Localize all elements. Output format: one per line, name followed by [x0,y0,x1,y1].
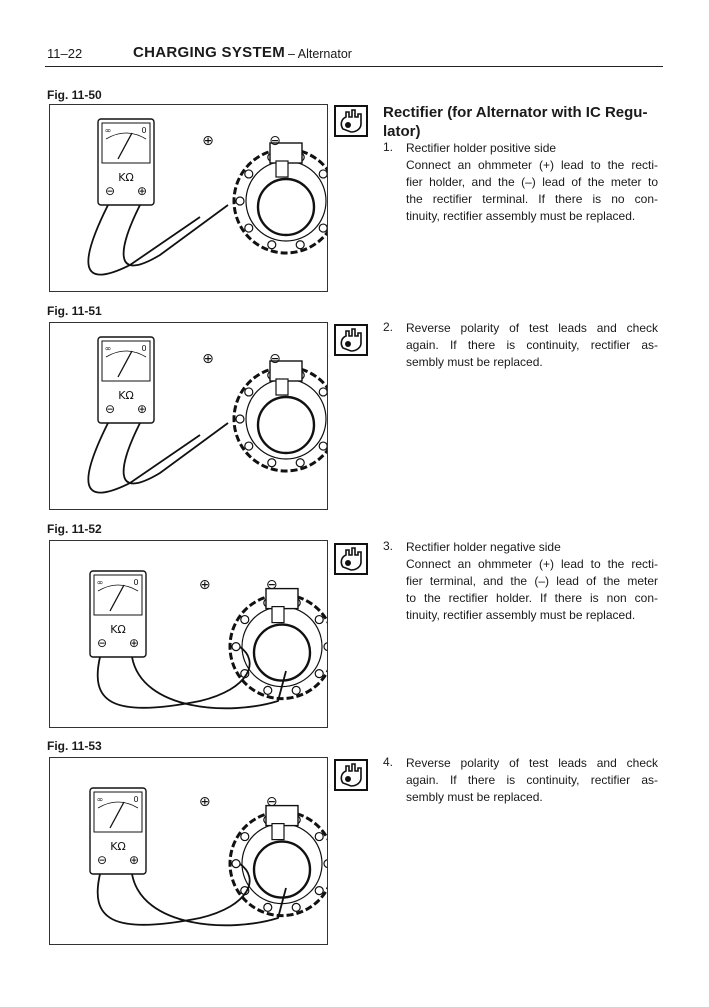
page-number: 11–22 [47,46,83,61]
figure-11-53 [49,757,328,945]
test-lead-positive [132,657,286,708]
scale-infinity-label: ∞ [104,126,112,135]
diode-terminal [324,643,327,651]
ohmmeter [98,337,154,423]
scale-zero-label: 0 [133,578,139,587]
test-lead-positive [124,205,228,265]
step-line: fier terminal, and the (–) lead of the meter [406,574,658,588]
step-heading: Rectifier holder negative side [406,540,561,554]
negative-polarity-symbol: ⊖ [265,794,278,810]
step-line: sembly must be replaced. [406,355,543,369]
section-heading-line: lator) [383,123,421,140]
subsection-title: – Alternator [288,47,352,61]
scale-zero-label: 0 [133,795,139,804]
negative-polarity-symbol: ⊖ [269,351,281,367]
meter-negative-terminal: ⊖ [96,636,108,650]
scale-infinity-label: ∞ [96,578,104,587]
figure-11-51 [49,322,328,510]
step-2-text [406,320,658,371]
step-line: again. If there is continuity, rectifier as- [406,773,658,787]
illustration [50,541,327,727]
section-heading-line: Rectifier (for Alternator with IC Regu- [383,104,648,121]
figure-label: Fig. 11-50 [47,88,102,102]
rectifier-assembly [230,806,327,916]
step-line: fier holder, and the (–) lead of the meter to [406,175,658,189]
diode-terminal [245,388,253,396]
illustration [50,323,327,509]
diode-terminal [319,170,327,178]
regulator-bracket [276,161,288,177]
page-header [0,0,709,70]
scale-infinity-label: ∞ [96,795,104,804]
step-number: 4. [383,755,394,769]
ohmmeter-tool-icon [334,324,368,356]
diode-terminal [296,459,304,467]
step-line: Connect an ohmmeter (+) lead to the recti- [406,158,658,172]
step-line: Reverse polarity of test leads and check [406,321,658,335]
rectifier-assembly [234,361,327,471]
illustration [50,105,327,291]
diode-terminal [315,616,323,624]
step-heading: Rectifier holder positive side [406,141,557,155]
scale-zero-label: 0 [141,126,147,135]
diode-terminal [245,170,253,178]
diode-terminal [232,643,240,651]
step-line: tinuity, rectifier assembly must be replaced. [406,608,636,622]
diode-terminal [315,887,323,895]
positive-polarity-symbol: ⊕ [202,351,214,367]
meter-negative-terminal: ⊖ [96,853,108,867]
ohmmeter-tool-icon [334,105,368,137]
meter-negative-terminal: ⊖ [104,402,116,416]
step-line: to the rectifier holder. If there is non con- [406,591,658,605]
test-lead-negative [88,205,200,275]
step-line: tinuity, rectifier assembly must be replaced. [406,209,636,223]
diode-terminal [319,224,327,232]
diode-terminal [245,224,253,232]
diode-terminal [232,860,240,868]
step-4-text [406,755,658,806]
scale-infinity-label: ∞ [104,344,112,353]
ohmmeter [90,788,146,874]
test-lead-positive [132,874,286,925]
diode-terminal [296,241,304,249]
step-1-text [406,140,658,225]
diode-terminal [292,903,300,911]
figure-label: Fig. 11-53 [47,739,102,753]
regulator-bracket [276,379,288,395]
diode-terminal [292,686,300,694]
rectifier-assembly [230,589,327,699]
regulator-bracket [272,824,284,840]
step-number: 2. [383,320,394,334]
diode-terminal [268,241,276,249]
ohmmeter [90,571,146,657]
diode-terminal [319,442,327,450]
meter-unit-label: KΩ [110,840,126,853]
meter-positive-terminal: ⊕ [128,636,140,650]
meter-negative-terminal: ⊖ [104,184,116,198]
ohmmeter [98,119,154,205]
figure-11-50 [49,104,328,292]
scale-zero-label: 0 [141,344,147,353]
section-title: CHARGING SYSTEM [133,44,286,61]
positive-polarity-symbol: ⊕ [198,577,211,593]
rectifier-opening [254,842,310,898]
rectifier-opening [254,625,310,681]
rectifier-opening [258,397,314,453]
regulator-bracket [272,607,284,623]
test-lead-positive [124,423,228,483]
figure-11-52 [49,540,328,728]
step-line: Reverse polarity of test leads and check [406,756,658,770]
section-heading [383,103,658,141]
meter-positive-terminal: ⊕ [136,402,148,416]
step-line: the rectifier terminal. If there is no con- [406,192,658,206]
step-line: sembly must be replaced. [406,790,543,804]
diode-terminal [241,616,249,624]
diode-terminal [241,833,249,841]
diode-terminal [324,860,327,868]
diode-terminal [264,686,272,694]
step-number: 3. [383,539,394,553]
diode-terminal [264,903,272,911]
meter-positive-terminal: ⊕ [128,853,140,867]
diode-terminal [245,442,253,450]
negative-polarity-symbol: ⊖ [265,577,278,593]
meter-positive-terminal: ⊕ [136,184,148,198]
positive-polarity-symbol: ⊕ [202,133,214,149]
diode-terminal [268,459,276,467]
diode-terminal [315,670,323,678]
ohmmeter-tool-icon [334,543,368,575]
figure-label: Fig. 11-52 [47,522,102,536]
step-line: Connect an ohmmeter (+) lead to the recti- [406,557,658,571]
meter-unit-label: KΩ [118,171,134,184]
ohmmeter-tool-icon [334,759,368,791]
negative-polarity-symbol: ⊖ [269,133,281,149]
diode-terminal [236,197,244,205]
rectifier-assembly [234,143,327,253]
meter-unit-label: KΩ [118,389,134,402]
step-number: 1. [383,140,394,154]
test-lead-negative [88,423,200,493]
figure-label: Fig. 11-51 [47,304,102,318]
diode-terminal [315,833,323,841]
header-rule [45,66,663,67]
diode-terminal [236,415,244,423]
illustration [50,758,327,944]
diode-terminal [319,388,327,396]
step-line: again. If there is continuity, rectifier as- [406,338,658,352]
step-3-text [406,539,658,624]
rectifier-opening [258,179,314,235]
positive-polarity-symbol: ⊕ [198,794,211,810]
meter-unit-label: KΩ [110,623,126,636]
